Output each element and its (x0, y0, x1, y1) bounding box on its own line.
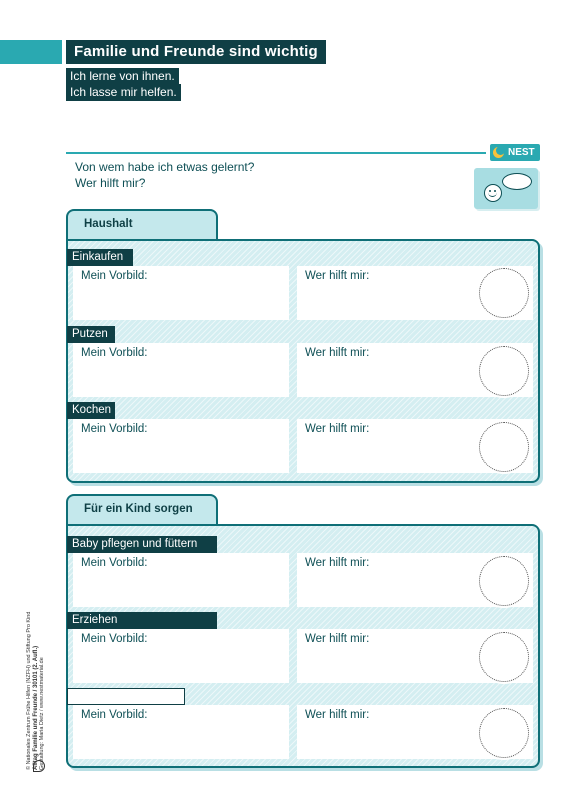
credit-text (26, 610, 46, 770)
section-tab-kind-sorgen (66, 494, 218, 528)
vorbild-field[interactable] (73, 266, 289, 320)
nest-badge (490, 144, 540, 161)
vorbild-field[interactable] (73, 419, 289, 473)
vorbild-label: Mein Vorbild: (81, 633, 148, 645)
vorbild-label: Mein Vorbild: (81, 423, 148, 435)
vorbild-label: Mein Vorbild: (81, 347, 148, 359)
nest-badge-label: NEST (508, 147, 535, 158)
row-label-einkaufen: Einkaufen (67, 249, 133, 266)
vorbild-field[interactable] (73, 343, 289, 397)
section-tab-label: Haushalt (84, 218, 133, 230)
helper-label: Wer hilft mir: (305, 270, 370, 282)
subtitle-line-2: Ich lasse mir helfen. (66, 84, 181, 101)
speech-outline-icon (33, 760, 45, 772)
vorbild-field[interactable] (73, 705, 289, 759)
divider-line (66, 152, 486, 154)
sun-moon-logo-icon (493, 147, 504, 158)
row-label-blank-input[interactable] (67, 688, 185, 705)
smiley-speech-bubble-icon (474, 168, 538, 209)
photo-circle[interactable] (479, 708, 529, 758)
helper-label: Wer hilft mir: (305, 709, 370, 721)
row-label-putzen: Putzen (67, 326, 115, 343)
question-1: Von wem habe ich etwas gelernt? (75, 160, 255, 174)
page-title: Familie und Freunde sind wichtig (66, 40, 326, 64)
credit-line-3: Gestaltung: Maria Dietz / www.nestmaterial.de (39, 657, 45, 770)
helper-label: Wer hilft mir: (305, 557, 370, 569)
photo-circle[interactable] (479, 556, 529, 606)
photo-circle[interactable] (479, 422, 529, 472)
speech-bubble-icon (502, 173, 532, 190)
section-tab-label: Für ein Kind sorgen (84, 503, 193, 515)
smiley-icon (484, 184, 502, 202)
row-label-erziehen: Erziehen (67, 612, 217, 629)
vorbild-field[interactable] (73, 629, 289, 683)
photo-circle[interactable] (479, 268, 529, 318)
photo-circle[interactable] (479, 346, 529, 396)
vorbild-label: Mein Vorbild: (81, 557, 148, 569)
row-label-baby-pflegen: Baby pflegen und füttern (67, 536, 217, 553)
helper-label: Wer hilft mir: (305, 423, 370, 435)
helper-label: Wer hilft mir: (305, 633, 370, 645)
row-label-kochen: Kochen (67, 402, 115, 419)
subtitle-line-1: Ich lerne von ihnen. (66, 68, 179, 85)
section-tab-haushalt (66, 209, 218, 243)
header-accent-bar (0, 40, 62, 64)
credit-line-1: © Nationales Zentrum Frühe Hilfen (NZFH) und Stiftung Pro Kind (26, 611, 32, 770)
vorbild-field[interactable] (73, 553, 289, 607)
photo-circle[interactable] (479, 632, 529, 682)
credit-line-2: Alltag Familie und Freunde / 30101 (2. Aufl.) (32, 645, 39, 770)
question-2: Wer hilft mir? (75, 176, 146, 190)
vorbild-label: Mein Vorbild: (81, 709, 148, 721)
helper-label: Wer hilft mir: (305, 347, 370, 359)
vorbild-label: Mein Vorbild: (81, 270, 148, 282)
